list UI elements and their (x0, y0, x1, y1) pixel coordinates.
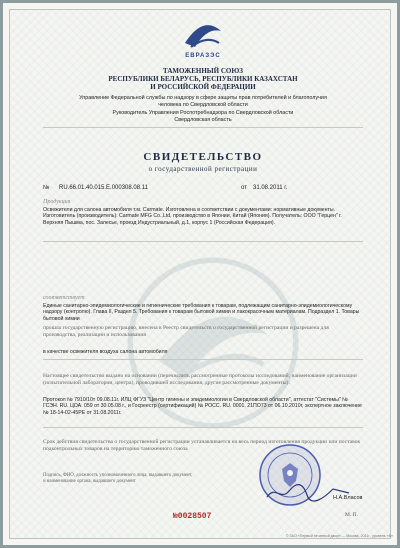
registration-divider (43, 359, 363, 360)
validity-text: Срок действия свидетельства о государственной регистрации устанавливается на весь период изготовления продукции или поставок подконтрольных товаров на территорию таможенного союза (43, 439, 361, 452)
signature-caption: Подпись, ФИО, должность уполномоченного лица, выдавшего документ, и наименование органа, выдавшего документ (43, 473, 193, 484)
product-label: Продукция (43, 199, 71, 205)
certificate-title: СВИДЕТЕЛЬСТВО (143, 151, 263, 163)
signer-name: Н.А.Власов (333, 495, 363, 501)
union-line-3: И РОССИЙСКОЙ ФЕДЕРАЦИИ (150, 83, 256, 91)
conformity-label: соответствует (43, 295, 85, 301)
certificate-number: RU.66.01.40.015.Е.000308.08.11 (59, 185, 148, 191)
serial-number: №0028507 (173, 512, 212, 521)
print-footer: © ЗАО «Первый печатный двор» — Москва, 2011г., уровень «В» (285, 534, 393, 538)
eurasec-emblem-icon (181, 13, 225, 53)
authority-line-1: Управление Федеральной службы по надзору в сфере защиты прав потребителей и благополучия (79, 95, 327, 101)
seal-place-label: М. П. (345, 512, 358, 518)
number-prefix: № (43, 185, 50, 191)
product-text: Освежители для салона автомобиля т.м. Carmate. Изготовлена в соответствии с документами: нормативные документы. Изготовитель (производитель): Carmate MFG Co.,Ltd, производство в Японии, Китай (Япония). Получатель: ООО "Герцен" г. Верхняя Пышма, пос. Залесье, проезд Индустриальный, д.1, корпус 1 (Российская Федерация). (43, 207, 342, 226)
basis-intro: Настоящее свидетельство выдано на основании (перечислить рассмотренные протоколы исследований, наименование организации (испытательной лаборатории, центра), проводившей исследования, другие рассмотренные документы): (43, 373, 357, 386)
date-prefix: от (241, 185, 247, 191)
basis-divider (43, 427, 363, 428)
union-line-2: РЕСПУБЛИКИ БЕЛАРУСЬ, РЕСПУБЛИКИ КАЗАХСТАН (108, 75, 298, 83)
basis-text: Протокол № 7910/10т 09.08.11г. ИЛЦ ФГУЗ "Центр гигиены и эпидемиологии в Свердловской области", аттестат "Системы" № ГСЭН. RU. ЦОА. 059 от 30.05.08 г., и Госреестр (сертификаций) № РОСС. RU. 0001. 21ПО73 от 06.10.2010г, экспертное заключение № 18-14-02-45РЕ от 31.08.2011г. (43, 397, 362, 416)
header-divider (43, 127, 363, 128)
head-line-2: Свердловская область (174, 117, 232, 123)
certificate-subtitle: о государственной регистрации (148, 165, 258, 173)
certificate-date: 31.08.2011 г. (253, 185, 288, 191)
head-line-1: Руководитель Управления Роспотребнадзора по Свердловской области (112, 110, 294, 116)
union-line-1: ТАМОЖЕННЫЙ СОЮЗ (163, 67, 243, 75)
product-divider (43, 241, 363, 242)
registration-purpose: в качестве освежителя воздуха салона автомобиля (43, 349, 168, 355)
conformity-text: Единые санитарно-эпидемиологические и гигиенические требования к товарам, подлежащим санитарно-эпидемиологическому надзору (контролю). Глава II, Раздел 5. Требования к товарам бытовой химии и лакокрасочным материалам. Подраздел 1. Товары бытовой химии (43, 303, 360, 322)
emblem-label: ЕВРАЗЭС (185, 53, 221, 59)
registration-text: прошла государственную регистрацию, внесена в Реестр свидетельств о государственной регистрации и разрешена для производства, реализации и использования (43, 325, 329, 338)
authority-line-2: человека по Свердловской области (158, 102, 248, 108)
